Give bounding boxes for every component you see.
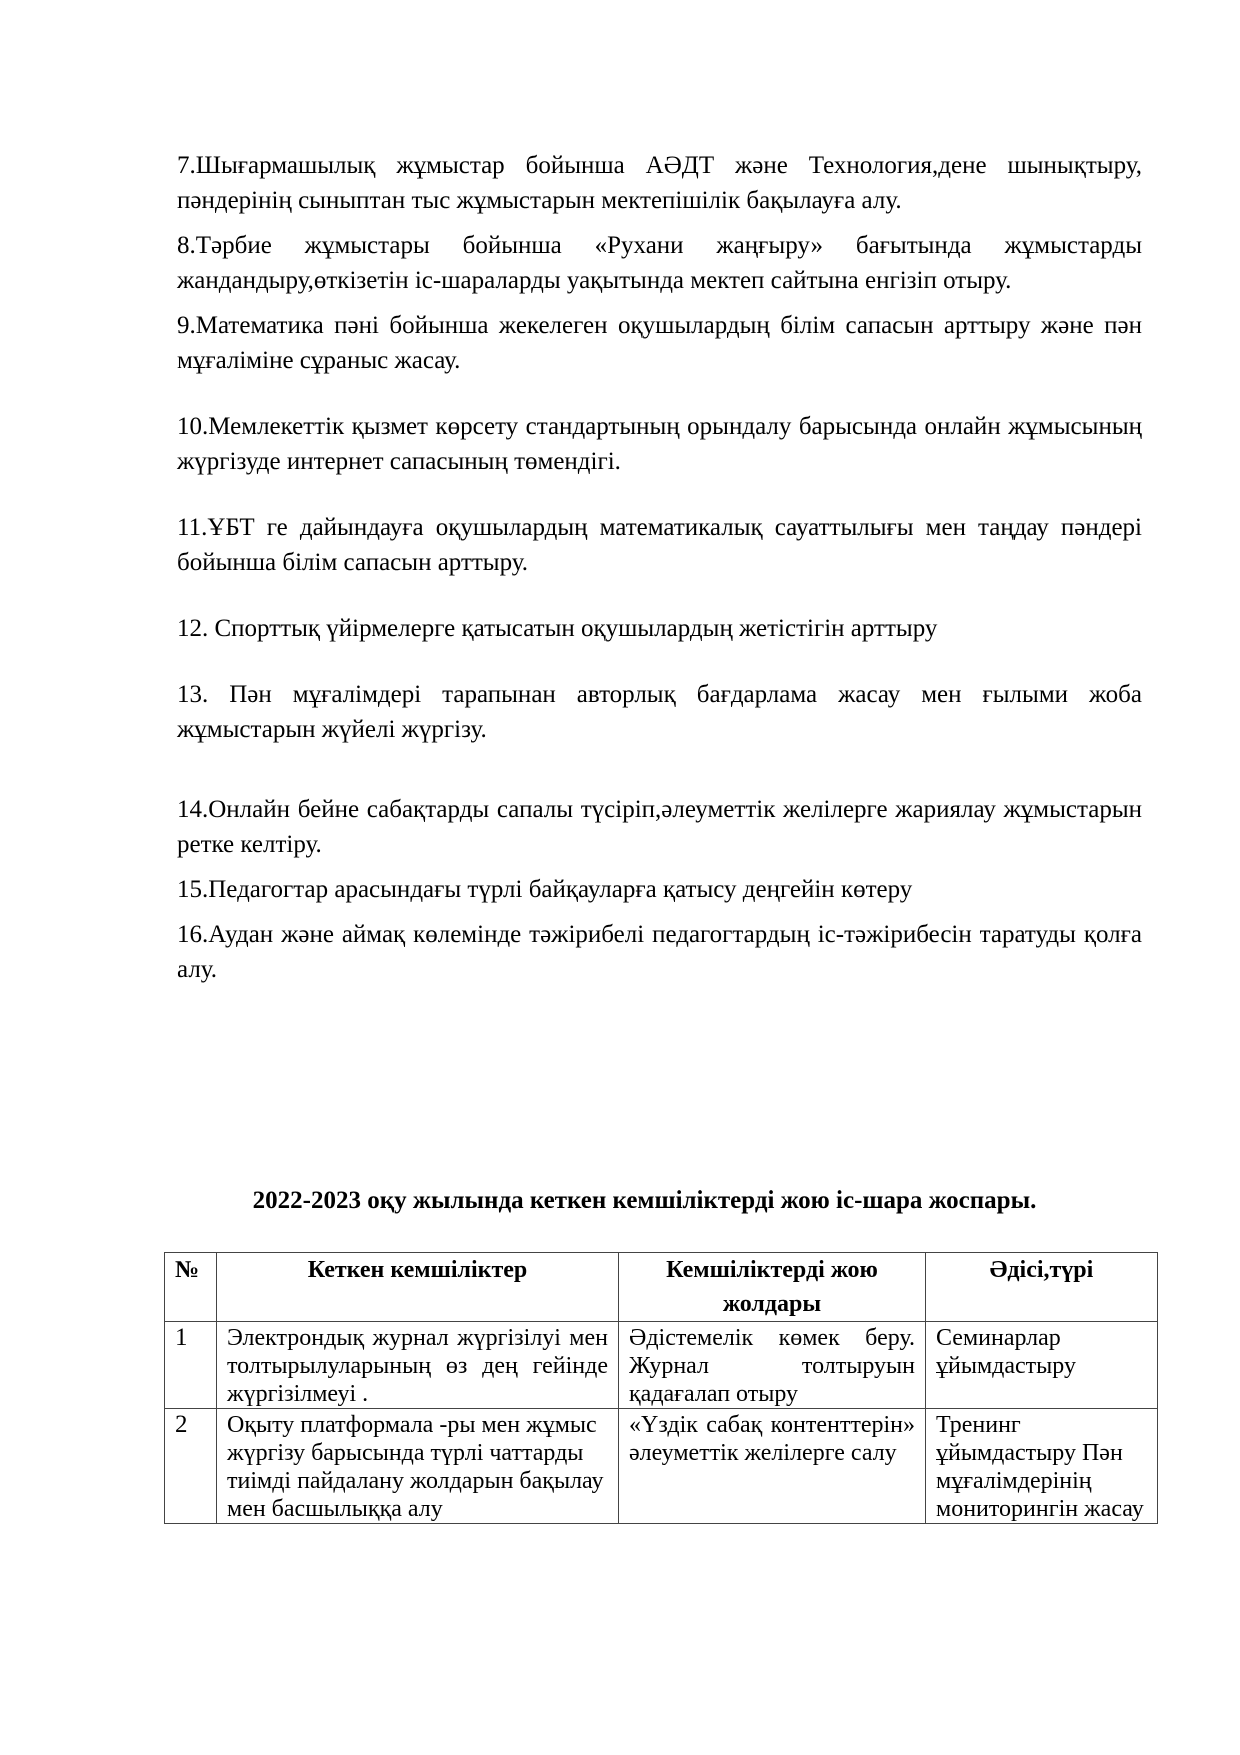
row-shortcoming: Электрондық журнал жүргізілуі мен толтырылуларының өз дең гейінде жүргізілмеуі . xyxy=(217,1322,619,1409)
list-item: 14.Онлайн бейне сабақтарды сапалы түсіріп,әлеуметтік желілерге жариялау жұмыстарын ретке келтіру. xyxy=(177,796,1142,858)
list-item: 16.Аудан және аймақ көлемінде тәжірибелі педагогтардың іс-тәжірибесін таратуды қолға алу. xyxy=(177,921,1142,983)
row-ways: Әдістемелік көмек беру. Журнал толтыруын қадағалап отыру xyxy=(619,1322,926,1409)
header-method: Әдісі,түрі xyxy=(926,1253,1158,1322)
table-row xyxy=(165,1409,1158,1524)
row-ways: «Үздік сабақ контенттерін» әлеуметтік желілерге салу xyxy=(619,1409,926,1524)
list-item: 13. Пән мұғалімдері тарапынан авторлық бағдарлама жасау мен ғылыми жоба жұмыстарын жүйелі жүргізу. xyxy=(177,681,1142,743)
header-shortcomings: Кеткен кемшіліктер xyxy=(217,1253,619,1322)
list-item: 15.Педагогтар арасындағы түрлі байқауларға қатысу деңгейін көтеру xyxy=(177,876,913,903)
row-number: 2 xyxy=(165,1409,217,1524)
table-row xyxy=(165,1322,1158,1409)
row-shortcoming: Оқыту платформала -ры мен жұмыс жүргізу барысында түрлі чаттарды тиімді пайдалану жолдарын бақылау мен басшылыққа алу xyxy=(217,1409,619,1524)
row-number: 1 xyxy=(165,1322,217,1409)
row-method: Семинарлар ұйымдастыру xyxy=(926,1322,1158,1409)
shortcomings-list xyxy=(177,148,1142,987)
plan-table xyxy=(164,1252,1158,1524)
header-ways: Кемшіліктерді жою жолдары xyxy=(619,1253,926,1322)
row-method: Тренинг ұйымдастыру Пән мұғалімдерінің мониторингін жасау xyxy=(926,1409,1158,1524)
list-item: 8.Тәрбие жұмыстары бойынша «Рухани жаңғыру» бағытында жұмыстарды жандандыру,өткізетін іс-шараларды уақытында мектеп сайтына енгізіп отыру. xyxy=(177,232,1142,294)
list-item: 12. Спорттық үйірмелерге қатысатын оқушылардың жетістігін арттыру xyxy=(177,615,938,642)
list-item: 10.Мемлекеттік қызмет көрсету стандартының орындалу барысында онлайн жұмысының жүргізуде интернет сапасының төмендігі. xyxy=(177,413,1142,475)
table-header-row xyxy=(165,1253,1158,1322)
plan-title: 2022-2023 оқу жылында кеткен кемшіліктерді жою іс-шара жоспары. xyxy=(252,1187,1037,1214)
list-item: 9.Математика пәні бойынша жекелеген оқушылардың білім сапасын арттыру және пән мұғаліміне сұраныс жасау. xyxy=(177,312,1142,374)
header-number: № xyxy=(165,1253,217,1322)
list-item: 11.ҰБТ ге дайындауға оқушылардың математикалық сауаттылығы мен таңдау пәндері бойынша білім сапасын арттыру. xyxy=(177,514,1142,576)
list-item: 7.Шығармашылық жұмыстар бойынша АӘДТ және Технология,дене шынықтыру, пәндерінің сыныптан тыс жұмыстарын мектепішілік бақылауға алу. xyxy=(177,152,1142,214)
